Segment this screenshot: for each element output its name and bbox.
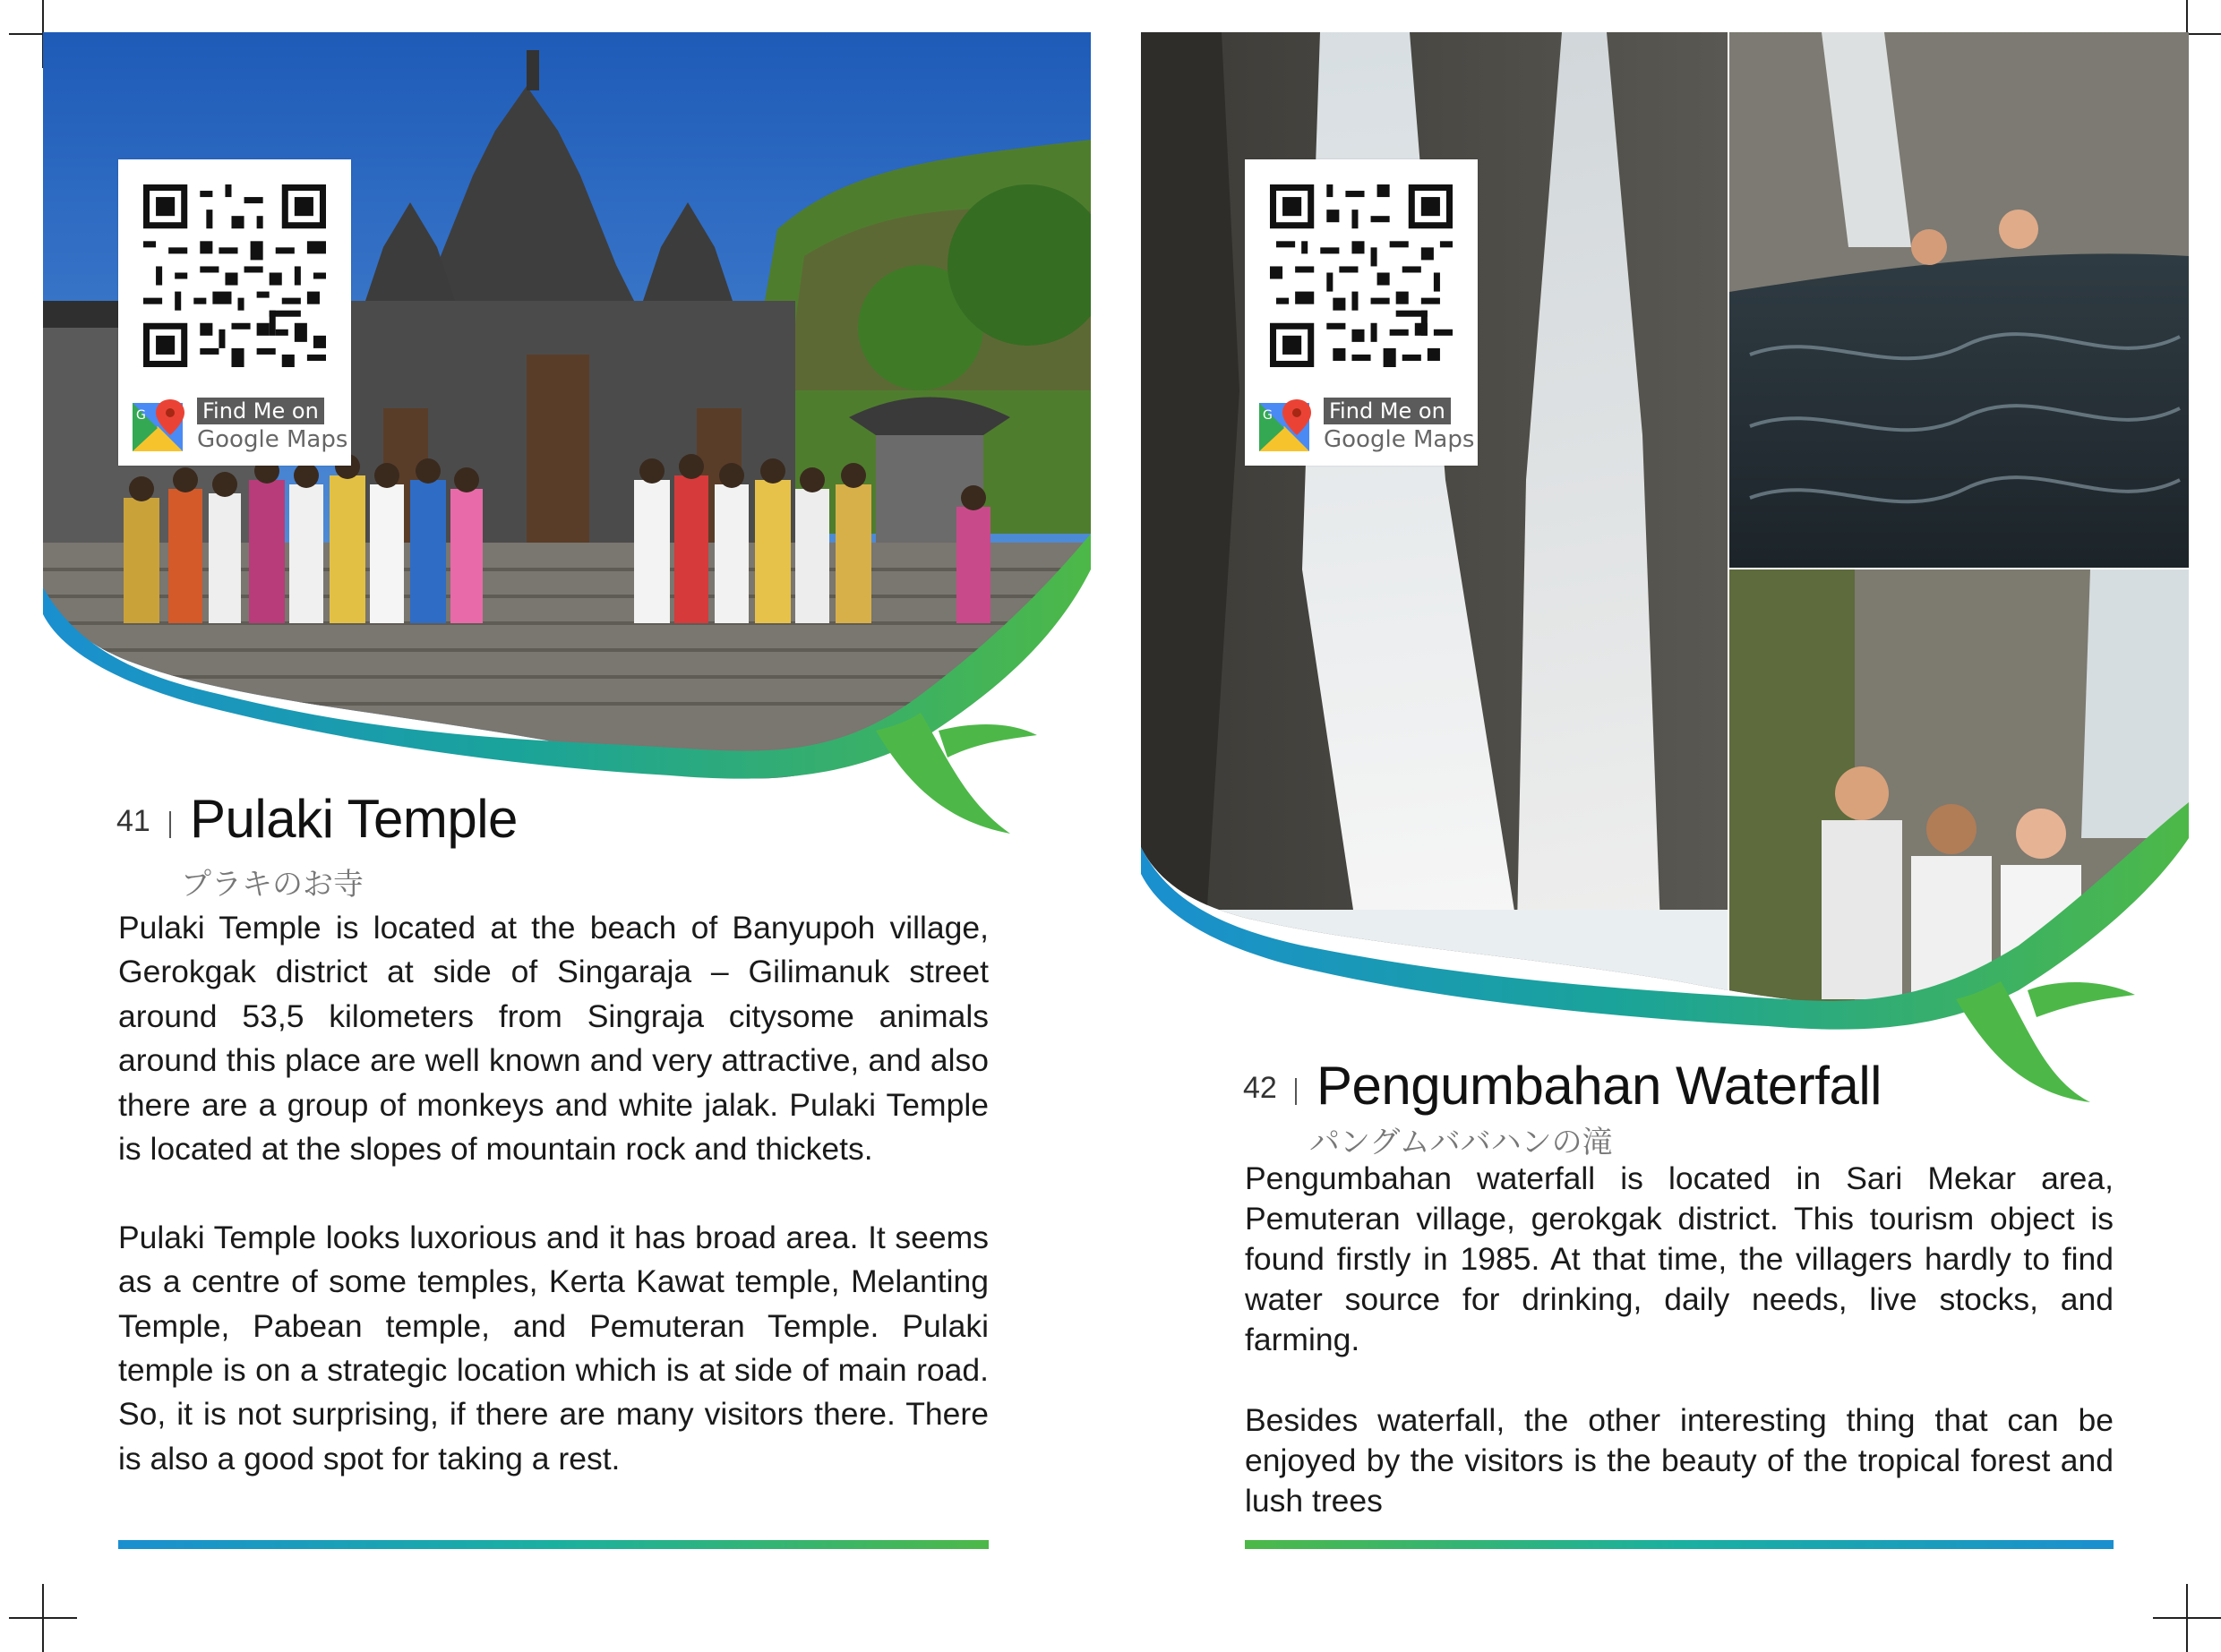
page-title-right: Pengumbahan Waterfall [1316, 1056, 1882, 1116]
find-me-label: Find Me on [197, 398, 324, 424]
body-text-right [1245, 1159, 2114, 1521]
page-number-right: 42 [1243, 1071, 1277, 1105]
find-me-label: Find Me on [1324, 398, 1451, 424]
heading-separator-right [1295, 1078, 1297, 1105]
svg-text:G: G [136, 408, 146, 423]
page-number-left: 41 [116, 804, 150, 838]
left-qr-card[interactable] [118, 159, 351, 466]
google-maps-pin-icon [131, 398, 190, 453]
google-maps-badge[interactable] [127, 394, 348, 457]
qr-code-icon[interactable] [143, 184, 326, 367]
google-maps-label: Google Maps [1324, 426, 1475, 453]
paragraph: Besides waterfall, the other interesting thing that can be enjoyed by the visitors is the beauty of the tropical forest and lush trees [1245, 1402, 2114, 1519]
page-title-left: Pulaki Temple [190, 789, 518, 849]
subtitle-jp-left: プラキのお寺 [181, 867, 364, 903]
paragraph: Pulaki Temple looks luxorious and it has broad area. It seems as a centre of some temples, Kerta Kawat temple, Melanting Temple, Pabean temple, and Pemuteran Temple. Pulaki temple is on a strategic location which is at side of main road. So, it is not surprising, if there are many visitors there. There is also a good spot for taking a rest. [118, 1219, 989, 1477]
svg-text:G: G [1263, 408, 1273, 423]
bottom-rule-right [1245, 1540, 2114, 1549]
crop-mark-bottom-left [9, 1584, 77, 1652]
google-maps-badge[interactable] [1254, 394, 1475, 457]
crop-mark-bottom-right [2153, 1584, 2221, 1652]
bottom-rule-left [118, 1540, 989, 1549]
paragraph: Pengumbahan waterfall is located in Sari Mekar area, Pemuteran village, gerokgak district. This tourism object is found firstly in 1985. At that time, the villagers hardly to find water source for drinking, daily needs, live stocks, and farming. [1245, 1160, 2114, 1357]
qr-code-icon[interactable] [1270, 184, 1453, 367]
right-qr-card[interactable] [1245, 159, 1478, 466]
heading-separator-left [169, 811, 171, 838]
google-maps-label: Google Maps [197, 426, 348, 453]
body-text-left [118, 906, 989, 1481]
subtitle-jp-right: パングムババハンの滝 [1309, 1125, 1613, 1160]
paragraph: Pulaki Temple is located at the beach of Banyupoh village, Gerokgak district at side of Singaraja – Gilimanuk street around 53,5 kilometers from Singraja citysome animals around this place are well known and very attractive, and also there are a group of monkeys and white jalak. Pulaki Temple is located at the slopes of mountain rock and thickets. [118, 910, 989, 1168]
google-maps-pin-icon [1257, 398, 1316, 453]
